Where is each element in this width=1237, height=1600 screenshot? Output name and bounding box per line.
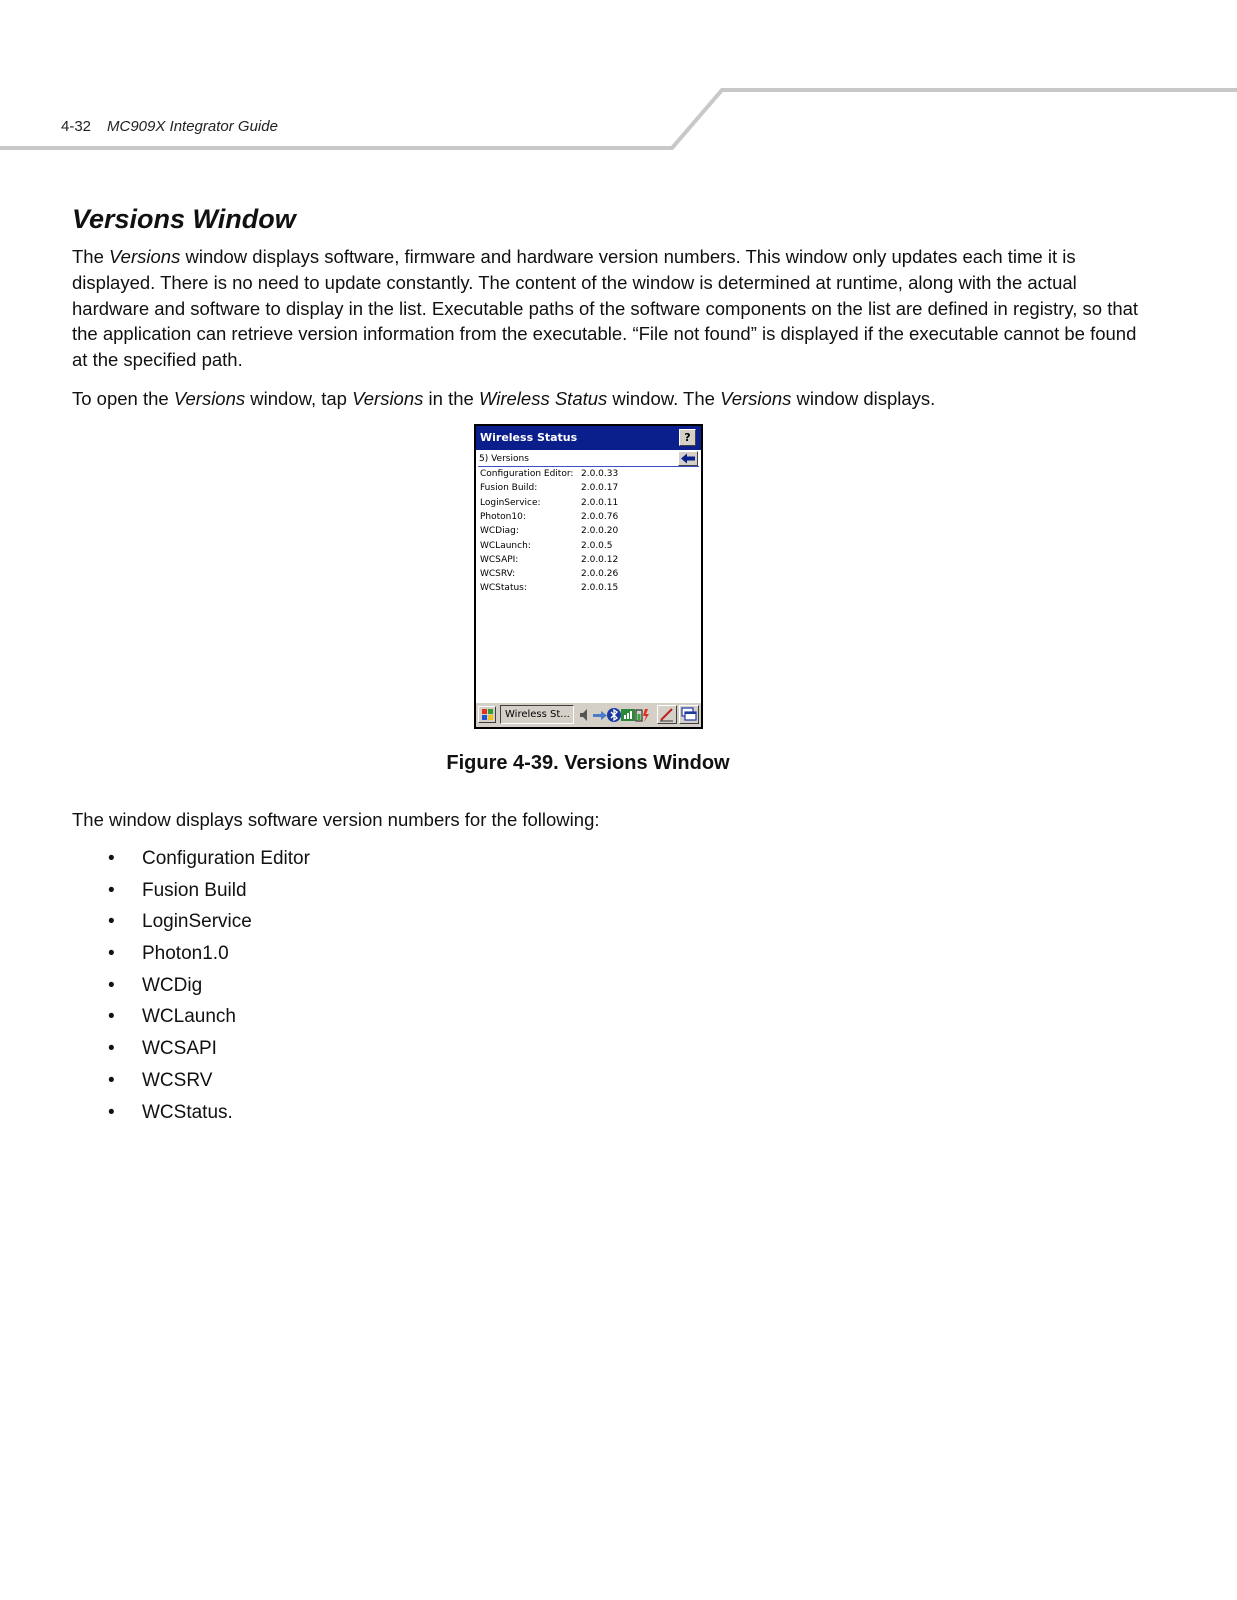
intro-paragraph: The Versions window displays software, firmware and hardware version numbers. This window only updates each time it is displayed. There is no need to update constantly. The content of the window is determined at runtime, along with the actual hardware and software to display in the list. Executable paths of the software components on the list are defined in registry, so that the application can retrieve version information from the executable. “File not found” is displayed if the executable cannot be found at the specified path. [72,246,1139,371]
list-item: • WCSAPI [108,1034,310,1066]
battery-power-icon[interactable] [634,707,650,723]
page-number: 4-32 [61,118,92,135]
guide-title: MC909X Integrator Guide [107,118,278,135]
windows-flag-icon [479,707,495,722]
list-item: • LoginService [108,907,310,939]
bullet-icon: • [108,911,115,933]
window-title: Wireless Status [480,431,578,444]
component-list [108,844,310,1129]
list-item: • Fusion Build [108,876,310,908]
back-arrow-icon [679,452,697,465]
open-instructions-paragraph: To open the Versions window, tap Versions in the Wireless Status window. The Versions window displays. [72,388,936,409]
list-item: • WCLaunch [108,1002,310,1034]
window-switch-icon [680,706,698,723]
input-panel-button[interactable] [657,705,677,724]
section-title: Versions Window [72,204,296,234]
list-intro-paragraph: The window displays software version numbers for the following: [72,809,600,830]
bullet-icon: • [108,943,115,965]
back-button[interactable] [678,451,698,466]
header-rule [0,0,1237,160]
help-button[interactable]: ? [679,429,696,446]
bullet-icon: • [108,1006,115,1028]
bullet-icon: • [108,848,115,869]
start-button[interactable] [478,706,496,723]
list-item: • Photon1.0 [108,939,310,971]
list-item: • Configuration Editor [108,844,310,876]
versions-subheader [478,452,699,467]
figure-caption: Figure 4-39. Versions Window [446,752,730,774]
window-title-bar [476,426,701,450]
bullet-icon: • [108,974,115,996]
versions-subtitle: 5) Versions [479,454,529,464]
list-item: • WCSRV [108,1066,310,1098]
versions-window-screenshot: Wireless Status ? 5) Versions Configuration Editor: 2.0.0.33 Fusion Build: 2.0.0.17 LoginService: 2.0.0.11 Photon10: 2.0.0.76 WCDiag: 2.0.0.20 WCLaunch: 2.0.0.5 WCSAPI: 2.0.0.12 WCSRV: 2.0.0.26 WCStatus: 2.0.0.15 Wireless St... [474,424,703,729]
taskbar [476,702,701,727]
bullet-icon: • [108,1069,115,1091]
list-item: • WCStatus. [108,1098,310,1130]
bullet-icon: • [108,1101,115,1123]
pen-icon [658,706,676,723]
taskbar-wireless-status-button[interactable]: Wireless St... [500,705,574,724]
list-item: • WCDig [108,971,310,1003]
bullet-icon: • [108,1038,115,1060]
keyboard-button[interactable] [679,705,699,724]
bullet-icon: • [108,879,115,901]
